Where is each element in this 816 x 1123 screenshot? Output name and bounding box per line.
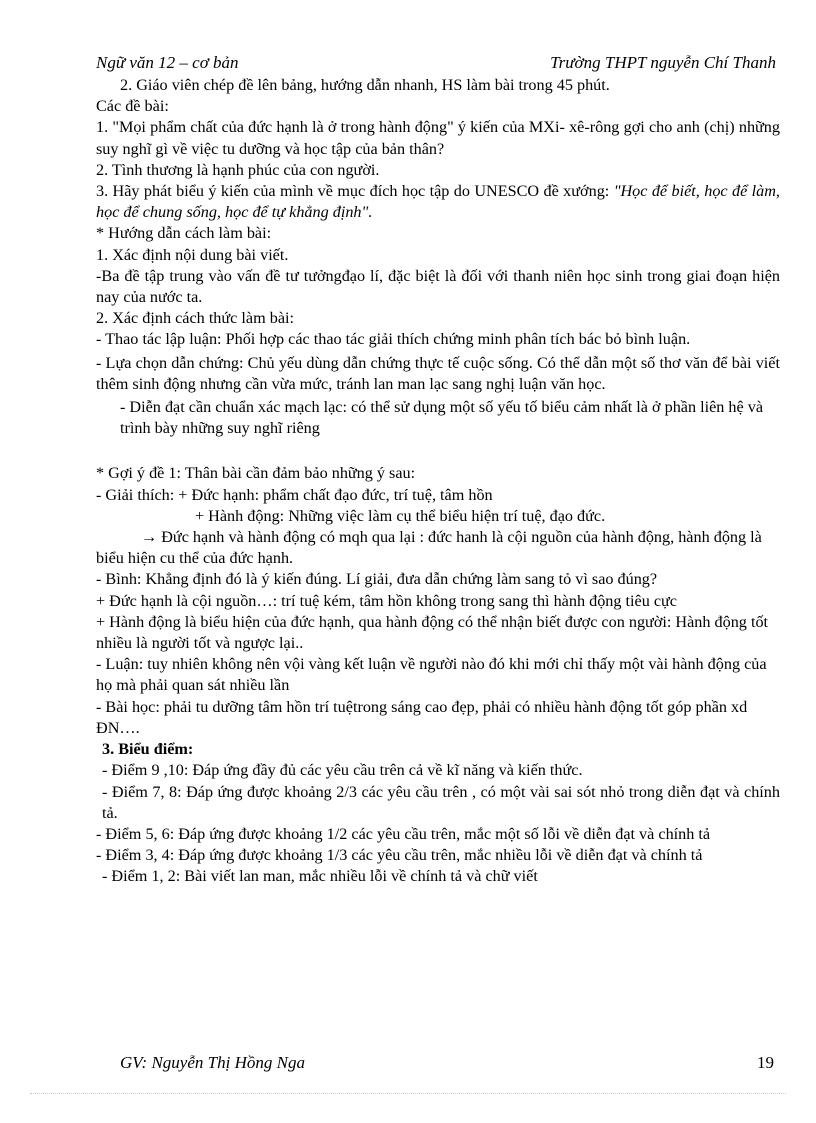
page-number: 19 <box>757 1053 774 1072</box>
score-9-10: - Điểm 9 ,10: Đáp ứng đầy đủ các yêu cầu trên cả về kĩ năng và kiến thức. <box>102 761 583 780</box>
topics-heading: Các đề bài: <box>96 97 169 116</box>
header-subject: Ngữ văn 12 – cơ bản <box>96 53 239 72</box>
score-1-2: - Điểm 1, 2: Bài viết lan man, mắc nhiều lỗi về chính tả và chữ viết <box>102 867 538 886</box>
assessment-point-2: + Hành động là biểu hiện của đức hạnh, qua hành động có thể nhận biết được con người: Hành động tốt nhiều là người tốt và ngược lại.. <box>96 612 769 653</box>
guide-step-1: 1. Xác định nội dung bài viết. <box>96 245 289 264</box>
score-3-4: - Điểm 3, 4: Đáp ứng được khoảng 1/3 các yêu cầu trên, mắc nhiều lỗi về diễn đạt và chính tả <box>96 846 703 865</box>
argument-operations: - Thao tác lập luận: Phối hợp các thao tác giải thích chứng minh phân tích bác bỏ bình luận. <box>96 330 691 349</box>
lesson: - Bài học: phải tu dưỡng tâm hồn trí tuệtrong sáng cao đẹp, phải có nhiều hành động tốt góp phần xd ĐN…. <box>96 697 748 737</box>
page-body <box>96 75 780 888</box>
guide-step-2: 2. Xác định cách thức làm bài: <box>96 309 295 328</box>
header-school: Trường THPT nguyễn Chí Thanh <box>550 53 776 72</box>
assessment: - Bình: Khẳng định đó là ý kiến đúng. Lí giải, đưa dẫn chứng làm sang tỏ vì sao đúng? <box>96 570 658 589</box>
score-7-8: - Điểm 7, 8: Đáp ứng được khoảng 2/3 các yêu cầu trên , có một vài sai sót nhỏ trong diễn đạt và chính tả. <box>102 782 780 822</box>
expression-note: - Diễn đạt cần chuẩn xác mạch lạc: có thể sử dụng một số yếu tố biểu cảm nhất là ở phần liên hệ và trình bày những suy nghĩ riêng <box>120 398 764 438</box>
page-bottom-divider <box>30 1093 786 1094</box>
scoring-heading: 3. Biểu điểm: <box>102 740 194 759</box>
score-5-6: - Điểm 5, 6: Đáp ứng được khoảng 1/2 các yêu cầu trên, mắc một số lỗi về diễn đạt và chính tả <box>96 824 711 843</box>
explain-action: + Hành động: Những việc làm cụ thể biểu hiện trí tuệ, đạo đức. <box>195 506 606 525</box>
guide-heading: * Hướng dẫn cách làm bài: <box>96 224 272 243</box>
explain-virtue: - Giải thích: + Đức hạnh: phẩm chất đạo đức, trí tuệ, tâm hồn <box>96 485 493 504</box>
relation-note <box>96 527 780 569</box>
footer-author: GV: Nguyễn Thị Hồng Nga <box>120 1053 305 1072</box>
guide-step-1-detail: -Ba đề tập trung vào vấn đề tư tưởngđạo lí, đặc biệt là đối với thanh niên học sinh trong giai đoạn hiện nay của nước ta. <box>96 266 780 307</box>
instruction-step-2: 2. Giáo viên chép đề lên bảng, hướng dẫn nhanh, HS làm bài trong 45 phút. <box>120 76 610 94</box>
topic-3 <box>96 181 780 223</box>
arrow-icon: → <box>141 528 158 547</box>
topic-2: 2. Tình thương là hạnh phúc của con người. <box>96 160 380 179</box>
discussion: - Luận: tuy nhiên không nên vội vàng kết luận về người nào đó khi mới chỉ thấy một vài hành động của họ mà phải quan sát nhiều lần <box>96 655 767 695</box>
assessment-point-1: + Đức hạnh là cội nguồn…: trí tuệ kém, tâm hồn không trong sang thì hành động tiêu cực <box>96 591 677 610</box>
topic-3-quote: "Học để biết, học để làm, học để chung sống, học để tự khẳng định". <box>96 182 780 222</box>
topic-3-text: 3. Hãy phát biểu ý kiến của mình về mục đích học tập do UNESCO đề xướng: <box>96 182 614 201</box>
evidence-selection: - Lựa chọn dẫn chứng: Chủ yếu dùng dẫn chứng thực tế cuộc sống. Có thể dẫn một số thơ văn để bài viết thêm sinh động nhưng cần vừa mức, tránh lan man lạc sang nghị luận văn học. <box>96 353 780 393</box>
topic-1: 1. "Mọi phẩm chất của đức hạnh là ở trong hành động" ý kiến của MXi- xê-rông gợi cho anh (chị) những suy nghĩ gì về việc tu dưỡng và học tập của bản thân? <box>96 118 780 158</box>
relation-text: Đức hạnh và hành động có mqh qua lại : đức hanh là cội nguồn của hành động, hành động là biểu hiện cu thể của đức hạnh. <box>96 528 762 568</box>
suggestion-heading: * Gợi ý đề 1: Thân bài cần đảm bảo những ý sau: <box>96 464 416 483</box>
